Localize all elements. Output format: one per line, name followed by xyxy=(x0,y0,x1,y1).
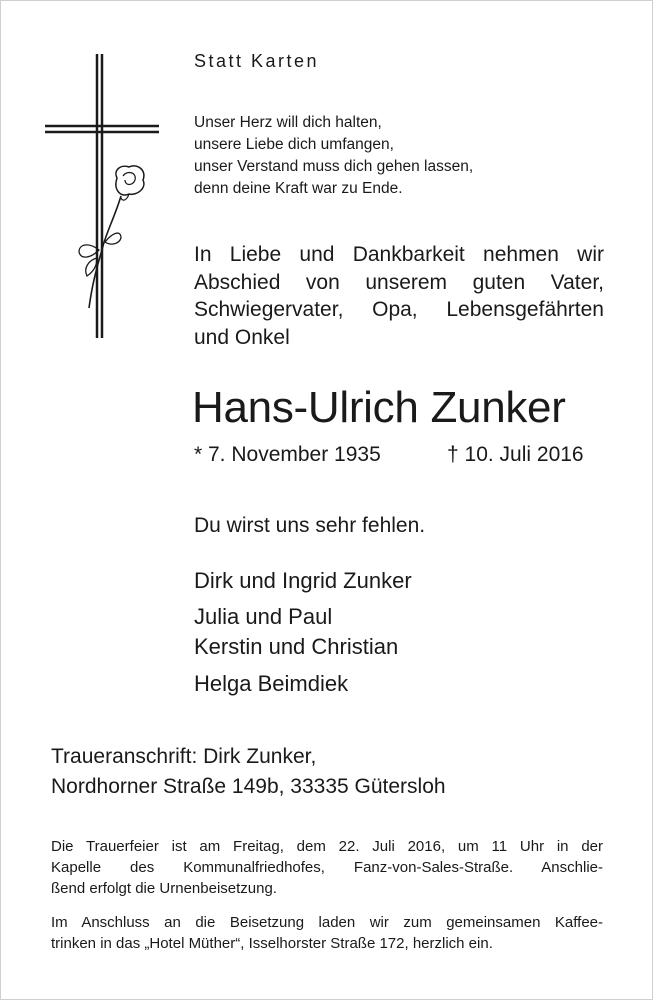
ceremony-line: ßend erfolgt die Urnenbeisetzung. xyxy=(51,880,277,897)
birth-date: * 7. November 1935 xyxy=(194,443,381,466)
intro-line: Abschied von unserem guten Vater, xyxy=(194,270,604,294)
invitation-text xyxy=(51,912,603,954)
intro-text xyxy=(194,241,604,351)
address-line: Traueranschrift: Dirk Zunker, xyxy=(51,745,317,768)
intro-line: In Liebe und Dankbarkeit nehmen wir xyxy=(194,243,604,266)
poem-line: unser Verstand muss dich gehen lassen, xyxy=(194,158,474,175)
cross-with-rose-icon xyxy=(41,46,171,346)
poem xyxy=(194,112,594,200)
poem-line: denn deine Kraft war zu Ende. xyxy=(194,180,403,197)
address-line: Nordhorner Straße 149b, 33335 Gütersloh xyxy=(51,775,446,798)
invitation-line: trinken in das „Hotel Müther“, Isselhorster Straße 172, herzlich ein. xyxy=(51,935,493,952)
intro-line: Schwiegervater, Opa, Lebensgefährten xyxy=(194,298,604,321)
family-member: Helga Beimdiek xyxy=(194,671,349,696)
family-member: Dirk und Ingrid Zunker xyxy=(194,568,412,593)
ceremony-line: Die Trauerfeier ist am Freitag, dem 22. Juli 2016, um 11 Uhr in der xyxy=(51,838,603,855)
deceased-name: Hans-Ulrich Zunker xyxy=(192,383,566,432)
ceremony-text xyxy=(51,836,603,899)
invitation-line: Im Anschluss an die Beisetzung laden wir zum gemeinsamen Kaffee- xyxy=(51,914,603,931)
statt-karten-heading: Statt Karten xyxy=(194,51,320,71)
family-member: Kerstin und Christian xyxy=(194,634,399,659)
family-member: Julia und Paul xyxy=(194,604,333,629)
death-date: † 10. Juli 2016 xyxy=(447,443,584,466)
poem-line: unsere Liebe dich umfangen, xyxy=(194,136,394,153)
farewell-text: Du wirst uns sehr fehlen. xyxy=(194,514,426,537)
ceremony-line: Kapelle des Kommunalfriedhofes, Fanz-von-Sales-Straße. Anschlie- xyxy=(51,859,603,876)
intro-line: und Onkel xyxy=(194,325,290,349)
poem-line: Unser Herz will dich halten, xyxy=(194,114,382,131)
